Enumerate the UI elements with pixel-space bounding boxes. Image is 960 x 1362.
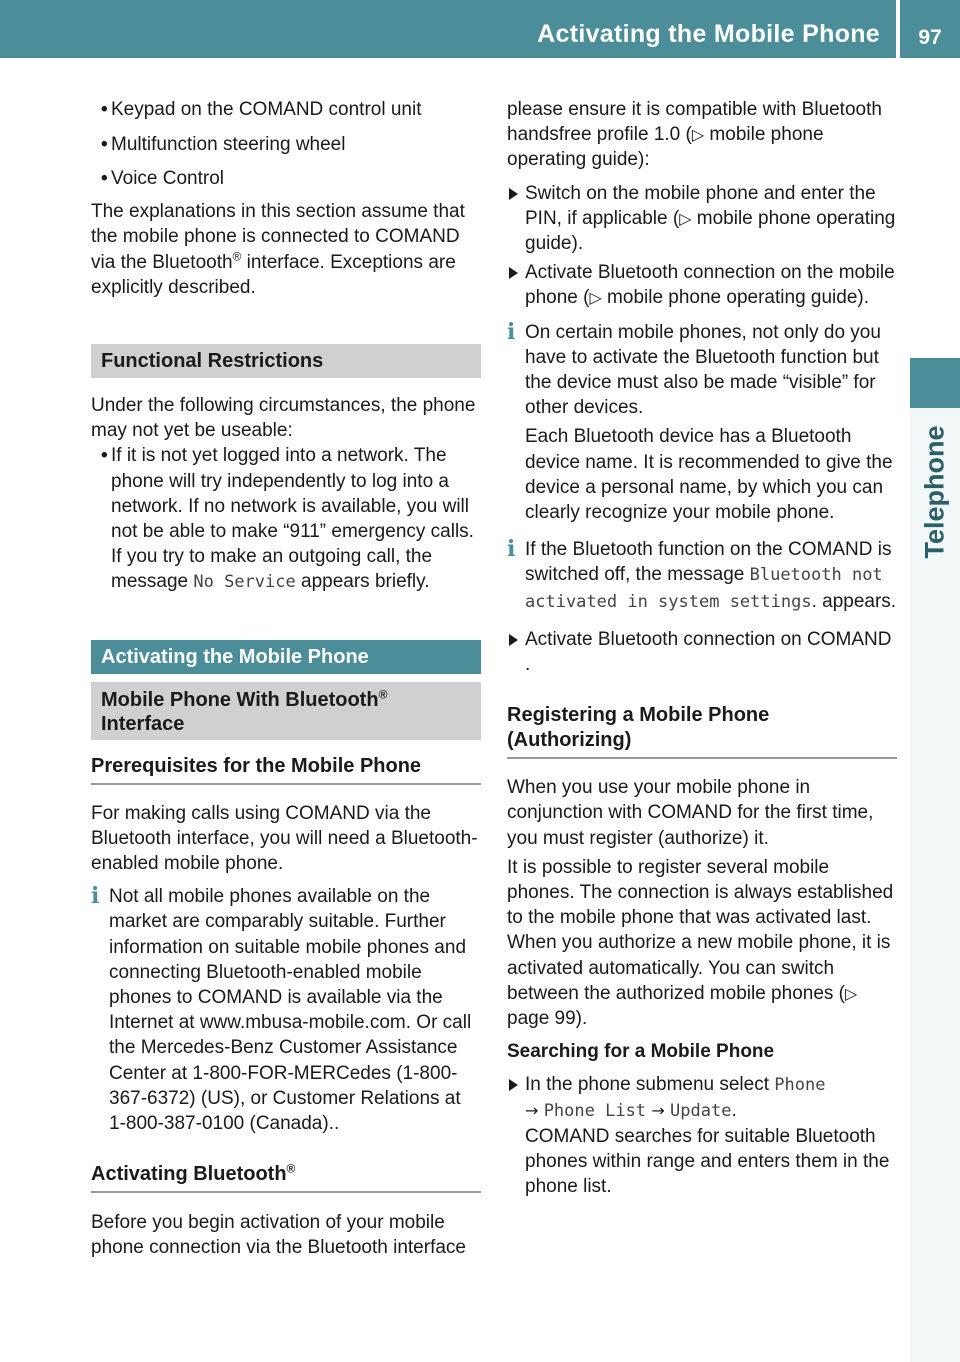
step-text-end: . — [731, 1099, 737, 1121]
step-item — [507, 181, 897, 257]
info-note — [507, 320, 897, 526]
registering-text: When you use your mobile phone in conjunction with COMAND for the first time, you must register (authorize) it. — [507, 777, 874, 849]
registered-mark: ® — [286, 1161, 296, 1176]
info-icon — [507, 539, 522, 560]
step-text: Activate Bluetooth connection on the mobile phone ( — [525, 262, 895, 309]
info-text-end: . appears. — [811, 590, 897, 612]
list-item: • Multifunction steering wheel — [91, 132, 481, 157]
intro-paragraph — [91, 199, 481, 300]
reference-arrow-icon: ▷ — [845, 983, 858, 1003]
cont-text-end: mobile phone operating guide): — [507, 124, 824, 171]
info-text: If the Bluetooth function on the COMAND is switched off, the message — [525, 539, 892, 586]
step-item — [507, 1072, 897, 1200]
page-title: Activating the Mobile Phone — [537, 20, 880, 48]
step-text: In the phone submenu select — [525, 1073, 775, 1095]
registering-text — [507, 855, 897, 1031]
registering-text-end: page 99). — [507, 1008, 588, 1030]
intro-text-end: interface. Exceptions are explicitly described. — [91, 251, 456, 298]
heading-activating-bluetooth — [91, 1162, 481, 1193]
heading-bluetooth-interface — [91, 682, 481, 740]
step-item — [507, 260, 897, 310]
reference-arrow-icon: ▷ — [589, 288, 602, 308]
intro-text: The explanations in this section assume that the mobile phone is connected to COMAND via the Bluetooth — [91, 201, 465, 273]
heading-activating-mobile-phone: Activating the Mobile Phone — [91, 640, 481, 674]
prereq-text: For making calls using COMAND via the Bluetooth interface, you will need a Bluetooth-enabled mobile phone. — [91, 802, 478, 874]
activating-bt-text: Before you begin activation of your mobile phone connection via the Bluetooth interface — [91, 1212, 466, 1259]
info-note — [507, 537, 897, 615]
left-column — [91, 97, 481, 1261]
restrictions-lead: Under the following circumstances, the phone may not yet be useable: — [91, 394, 476, 442]
continued-paragraph — [507, 97, 897, 173]
info-text: On certain mobile phones, not only do you have to activate the Bluetooth function but the device must also be made “visible” for other devices. — [525, 321, 881, 419]
restriction-text: If it is not yet logged into a network. The phone will try independently to log into a network. If no network is available, you will not be able to make “911” emergency calls. If you try to make an outgoing call, the message — [111, 445, 474, 593]
registered-mark: ® — [378, 686, 388, 701]
bluetooth-not-activated-message: Bluetooth not activated in system settings — [525, 565, 883, 612]
step-text-end: mobile phone operating guide). — [601, 287, 870, 309]
cont-text: please ensure it is compatible with Bluetooth handsfree profile 1.0 ( — [507, 99, 882, 146]
registered-mark: ® — [232, 249, 242, 264]
restriction-text-end: appears briefly. — [295, 571, 430, 593]
bt-heading-text-end: Interface — [101, 712, 185, 735]
restriction-bullet — [91, 443, 481, 595]
menu-phone-list: Phone List — [543, 1100, 647, 1121]
menu-phone: Phone — [774, 1074, 826, 1095]
reference-arrow-icon: ▷ — [679, 208, 692, 228]
activating-bt-text: Activating Bluetooth — [91, 1163, 287, 1186]
info-icon — [507, 322, 522, 343]
menu-update: Update — [670, 1100, 732, 1121]
side-tab-label: Telephone — [919, 425, 950, 559]
step-item: Activate Bluetooth connection on COMAND . — [507, 627, 897, 677]
info-note — [91, 884, 481, 1136]
no-service-message: No Service — [193, 572, 296, 593]
step-text-end: mobile phone operating guide). — [525, 207, 896, 255]
bt-heading-text: Mobile Phone With Bluetooth — [101, 688, 379, 711]
heading-functional-restrictions: Functional Restrictions — [91, 344, 481, 378]
arrow-right-icon: → — [651, 1100, 665, 1120]
info-icon — [91, 886, 106, 907]
page-number: 97 — [918, 26, 942, 49]
info-text: Each Bluetooth device has a Bluetooth device name. It is recommended to give the device a personal name, by which you can clearly recognize your mobile phone. — [525, 426, 893, 524]
registering-text-body: It is possible to register several mobile phones. The connection is always established to the mobile phone that was activated last. When you authorize a new mobile phone, it is activated automatically. You can switch between the authorized mobile phones ( — [507, 856, 894, 1004]
arrow-right-icon: → — [525, 1100, 539, 1120]
info-text: Not all mobile phones available on the market are comparably suitable. Further information on suitable mobile phones and connecting Bluetooth-enabled mobile phones to COMAND is available via the Internet at www.mbusa-mobile.com. Or call the Mercedes-Benz Customer Assistance Center at 1-800-FOR-MERCedes (1-800-367-6372) (US), or Customer Relations at 1-800-387-0100 (Canada).. — [109, 886, 472, 1134]
heading-prerequisites: Prerequisites for the Mobile Phone — [91, 754, 481, 785]
reference-arrow-icon: ▷ — [691, 125, 705, 145]
heading-searching: Searching for a Mobile Phone — [507, 1041, 775, 1063]
right-column — [507, 97, 897, 1204]
list-item: • Keypad on the COMAND control unit — [91, 97, 481, 122]
step-text: COMAND searches for suitable Bluetooth phones within range and enters them in the phone list. — [525, 1125, 890, 1198]
step-text: Switch on the mobile phone and enter the PIN, if applicable ( — [525, 182, 876, 229]
heading-registering: Registering a Mobile Phone (Authorizing) — [507, 703, 897, 759]
list-item: • Voice Control — [91, 166, 481, 191]
side-tab-marker — [910, 358, 960, 408]
